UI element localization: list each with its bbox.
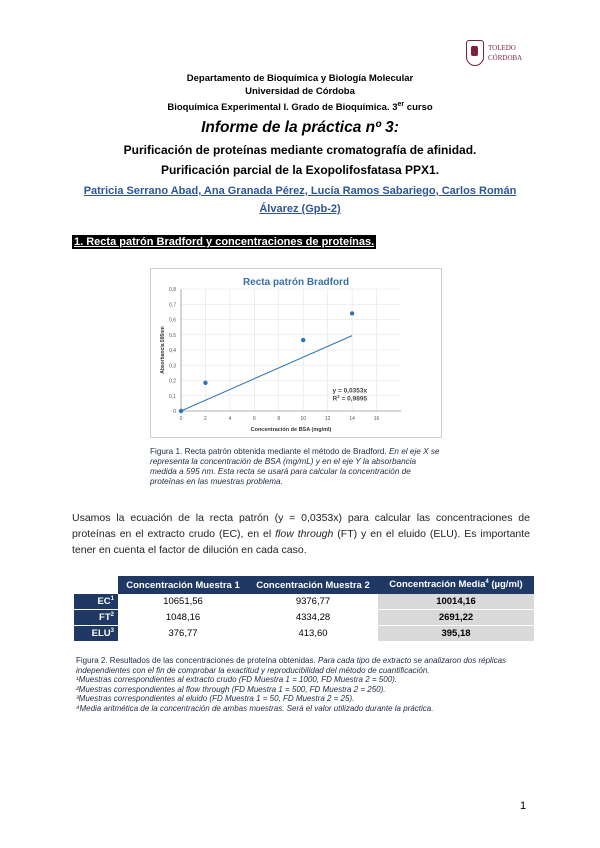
body-paragraph <box>72 510 530 558</box>
row-label-sup: 3 <box>110 627 114 634</box>
table-row <box>74 626 534 642</box>
row-label-text: FT <box>99 612 111 624</box>
chart-title: Recta patrón Bradford <box>242 277 350 288</box>
logo-text-line1: TOLEDO <box>488 44 516 52</box>
table-row <box>74 610 534 626</box>
shield-icon <box>466 40 484 66</box>
y-tick-label: 0,2 <box>169 378 176 385</box>
footnote-4: ⁴Media aritmética de la concentración de ambas muestras. Será el valor utilizado durante la práctica. <box>76 703 434 713</box>
y-axis-label: Absorbancia 595nm <box>160 326 166 374</box>
cell-m1: 1048,16 <box>118 610 248 626</box>
row-label-sup: 2 <box>110 611 114 618</box>
x-tick-label: 4 <box>228 416 232 422</box>
cell-m2: 9376,77 <box>248 594 378 610</box>
figure2-main <box>76 656 532 675</box>
data-point <box>179 409 183 413</box>
header-mean-sup: 4 <box>485 579 489 586</box>
row-label-ec <box>74 594 118 610</box>
subtitle-1: Purificación de proteínas mediante cromatografía de afinidad. <box>123 143 477 157</box>
table-corner <box>74 576 118 594</box>
r2-label <box>333 394 368 403</box>
header-mean-unit: (µg/ml) <box>488 579 523 591</box>
x-tick-label: 12 <box>324 416 331 422</box>
header-mean <box>378 576 534 594</box>
bradford-chart <box>150 268 442 438</box>
x-tick-label: 6 <box>252 416 256 422</box>
x-tick-label: 0 <box>179 416 183 422</box>
chart-points <box>179 311 355 413</box>
trendline <box>181 336 352 411</box>
r2-r: R <box>332 395 338 403</box>
header-mean-text: Concentración Media <box>389 579 486 591</box>
figure1-caption <box>150 447 440 487</box>
cell-mean: 10014,16 <box>378 594 534 610</box>
x-tick-label: 2 <box>204 416 207 422</box>
footnote-2: ²Muestras correspondientes al flow through (FD Muestra 1 = 500, FD Muestra 2 = 250). <box>76 684 386 694</box>
figure1-label: Figura 1. <box>150 447 183 456</box>
figure2-caption <box>76 656 532 714</box>
y-tick-label: 0,3 <box>169 363 176 370</box>
x-tick-label: 8 <box>277 416 281 422</box>
authors-line-2: Álvarez (Gpb-2) <box>259 203 341 215</box>
course-prefix: Bioquímica Experimental I. Grado de Bioquímica. 3 <box>167 102 398 114</box>
figure2-label: Figura 2. <box>76 656 108 665</box>
header-sample1: Concentración Muestra 1 <box>118 576 248 594</box>
figure2-text1: Resultados de las concentraciones de proteína obtenidas. <box>107 656 318 665</box>
page-number: 1 <box>520 800 527 812</box>
subtitle-2: Purificación parcial de la Exopolifosfatasa PPX1. <box>160 163 440 177</box>
row-label-sup: 1 <box>110 595 114 602</box>
y-tick-label: 0 <box>173 409 176 415</box>
footnote-3: ³Muestras correspondientes al eluido (FD Muestra 1 = 50, FD Muestra 2 = 25). <box>76 694 355 704</box>
table-row <box>74 594 534 610</box>
logo-text-line2: CÓRDOBA <box>488 54 523 62</box>
footnote-1: ¹Muestras correspondientes al extracto crudo (FD Muestra 1 = 1000, FD Muestra 2 = 500). <box>76 675 398 685</box>
x-tick-label: 10 <box>300 416 307 422</box>
cell-m2: 413,60 <box>248 626 378 642</box>
paragraph-part2: (FT) y en el eluido (ELU). Es importante tener en cuenta el factor de dilución en cada caso. <box>72 528 531 556</box>
university-logo <box>466 38 526 68</box>
y-tick-label: 0,6 <box>169 317 176 324</box>
row-label-text: EC <box>97 596 111 608</box>
figure1-text2: En el eje X se representa la concentración de BSA (mg/mL) y en el eje Y la absorbancia medida a 595 nm. Esta recta se usará para calcular la concentración de proteínas en las muestras problema. <box>150 447 440 486</box>
chart-grid <box>181 289 401 411</box>
data-point <box>203 381 207 385</box>
x-axis-label: Concentración de BSA (mg/ml) <box>250 427 332 433</box>
y-tick-label: 0,5 <box>169 332 176 339</box>
course-line <box>0 99 600 114</box>
y-tick-label: 0,7 <box>169 302 176 309</box>
r2-sup: 2 <box>337 393 340 399</box>
figure1-text1: Recta patrón obtenida mediante el método de Bradford. <box>182 447 387 456</box>
table-header-row <box>74 576 534 594</box>
figure2-text2: Para cada tipo de extracto se analizaron dos réplicas independientes con el fin de comprobar la exactitud y reproducibilidad del método de cuantificación. <box>76 656 507 675</box>
report-title: Informe de la práctica nº 3: <box>201 119 399 136</box>
section-heading: 1. Recta patrón Bradford y concentraciones de proteínas. <box>74 236 375 248</box>
authors-line-1: Patricia Serrano Abad, Ana Granada Pérez, Lucía Ramos Sabariego, Carlos Román <box>83 185 517 197</box>
concentration-table <box>74 576 534 642</box>
cell-m1: 10651,56 <box>118 594 248 610</box>
x-tick-label: 16 <box>373 416 380 422</box>
cell-mean: 2691,22 <box>378 610 534 626</box>
paragraph-italic: flow through <box>275 528 334 540</box>
header-sample2: Concentración Muestra 2 <box>248 576 378 594</box>
course-sup: er <box>397 101 405 108</box>
y-tick-label: 0,8 <box>169 287 176 293</box>
cell-mean: 395,18 <box>378 626 534 642</box>
y-tick-label: 0,4 <box>169 348 176 354</box>
y-tick-label: 0,1 <box>169 393 176 400</box>
course-suffix: curso <box>404 102 433 114</box>
data-point <box>350 311 354 315</box>
cell-m2: 4334,28 <box>248 610 378 626</box>
row-label-elu <box>74 626 118 642</box>
department-line: Departamento de Bioquímica y Biología Molecular <box>186 73 414 84</box>
x-tick-label: 14 <box>349 416 355 422</box>
paragraph-part1: Usamos la ecuación de la recta patrón (y = 0,0353x) para calcular las concentraciones de proteínas en el extracto crudo (EC), en el <box>72 512 530 540</box>
r2-value: = 0,9895 <box>339 395 368 403</box>
row-label-ft <box>74 610 118 626</box>
equation-label: y = 0,0353x <box>332 387 368 395</box>
row-label-text: ELU <box>91 628 111 640</box>
data-point <box>301 338 305 342</box>
cell-m1: 376,77 <box>118 626 248 642</box>
chart-svg <box>151 269 441 437</box>
university-line: Universidad de Córdoba <box>245 86 355 97</box>
